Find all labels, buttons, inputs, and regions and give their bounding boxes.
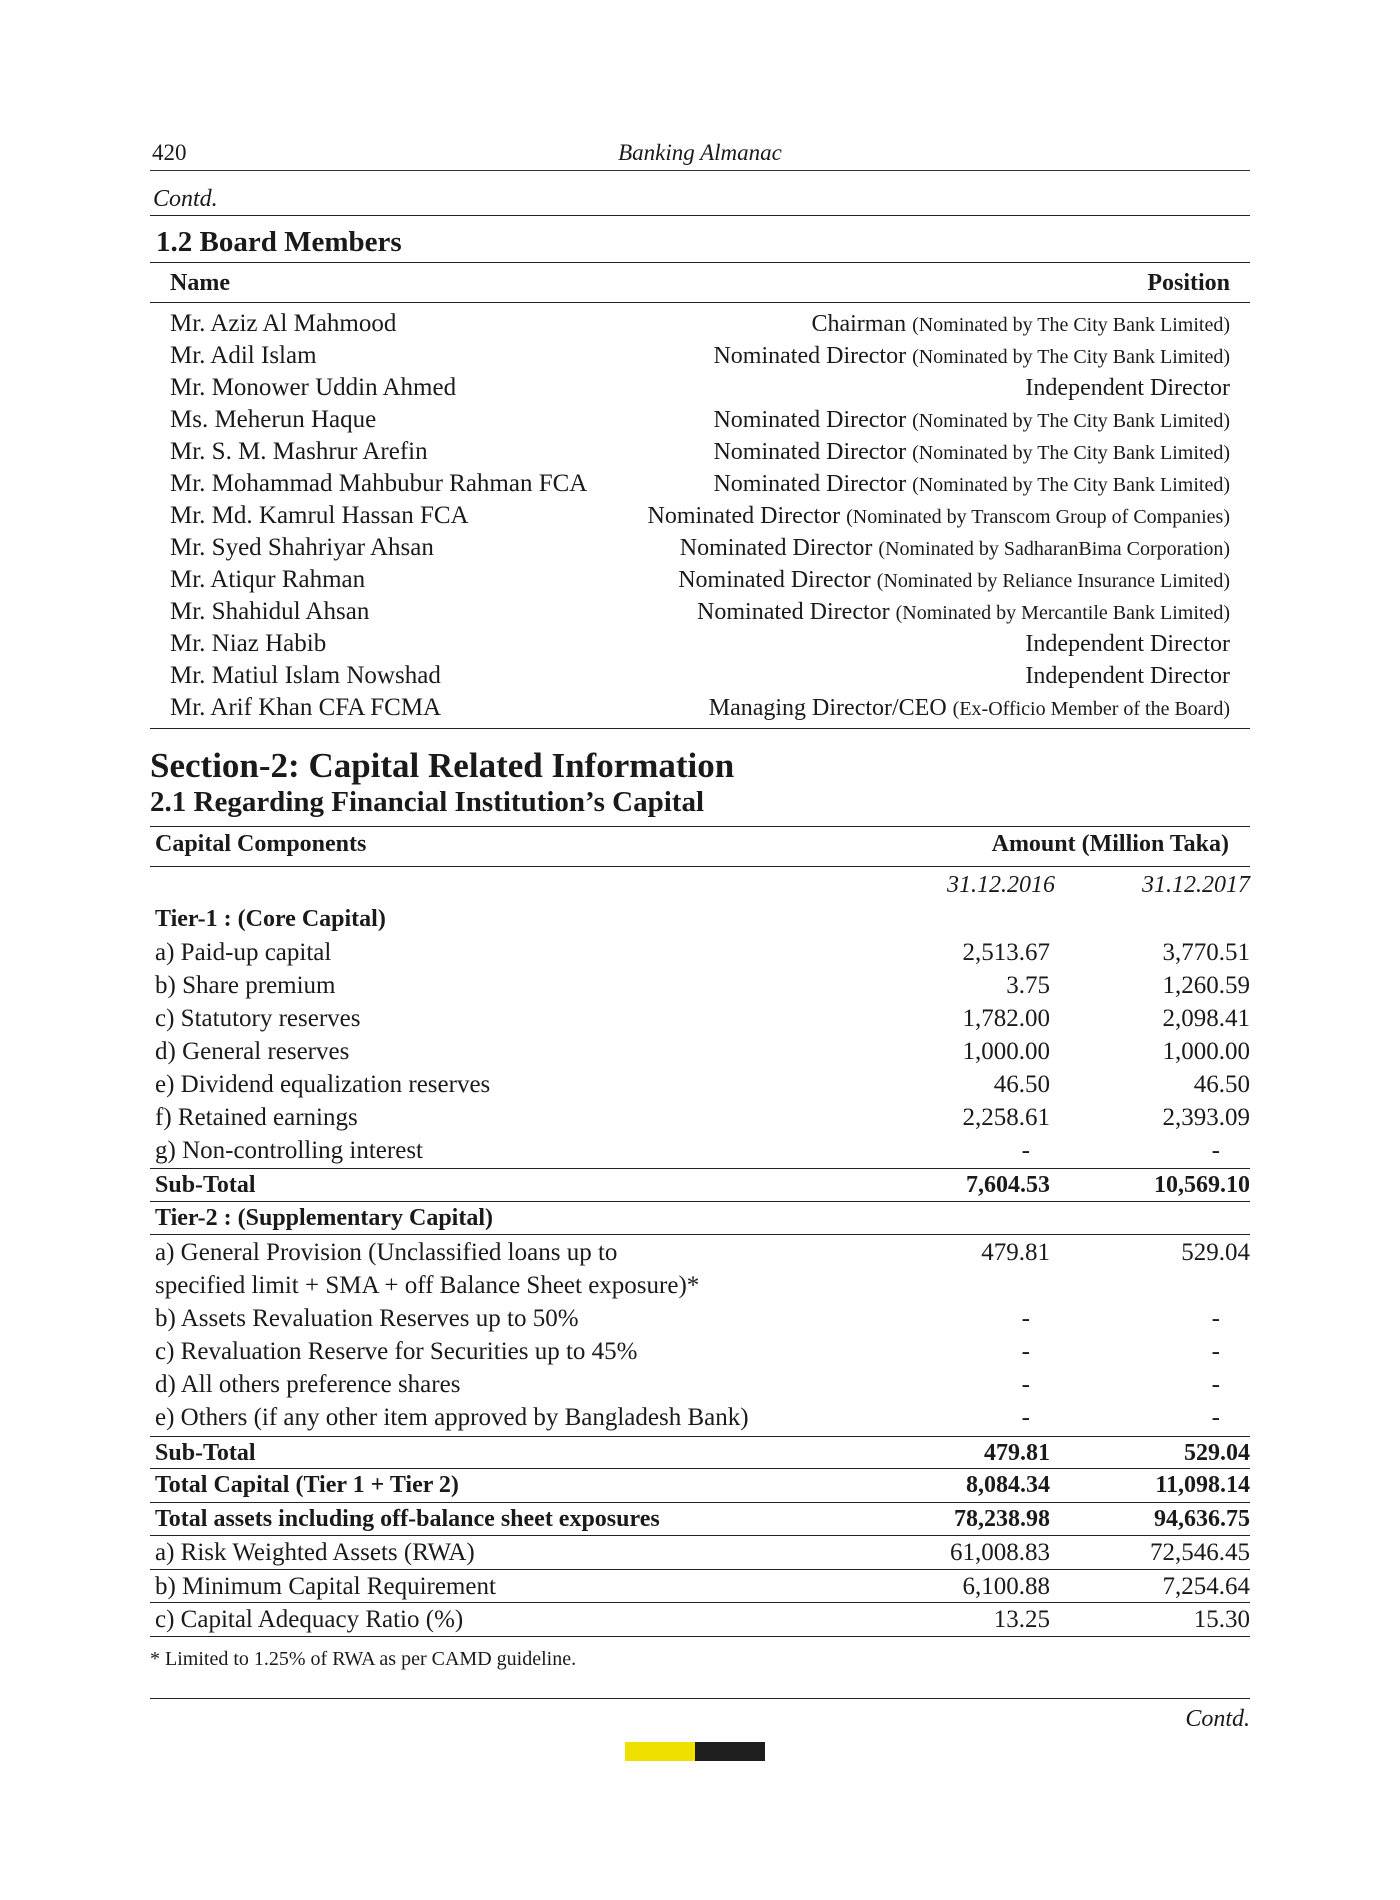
divider: [150, 1234, 1250, 1235]
section-subheading: 2.1 Regarding Financial Institution’s Capital: [150, 786, 705, 818]
tier2-heading: Tier-2 : (Supplementary Capital): [155, 1205, 493, 1231]
member-position: Nominated Director (Nominated by The City Bank Limited): [713, 343, 1230, 369]
table-row: f) Retained earnings 2,258.61 2,393.09: [155, 1104, 1250, 1131]
member-note: (Nominated by The City Bank Limited): [912, 346, 1230, 368]
board-member-row: [170, 372, 1230, 404]
subtotal-row: Sub-Total 7,604.53 10,569.10: [155, 1172, 1250, 1198]
subtotal-row: Sub-Total 479.81 529.04: [155, 1440, 1250, 1466]
divider: [150, 262, 1250, 263]
member-name: Mr. Mohammad Mahbubur Rahman FCA: [170, 470, 588, 497]
col-amount-header: Amount (Million Taka): [991, 831, 1229, 857]
contd-label-top: Contd.: [153, 186, 218, 212]
divider: [150, 1636, 1250, 1637]
table-row: b) Assets Revaluation Reserves up to 50% - -: [155, 1305, 1220, 1332]
divider: [150, 215, 1250, 216]
member-name: Mr. Atiqur Rahman: [170, 566, 366, 593]
member-name: Mr. Md. Kamrul Hassan FCA: [170, 502, 469, 529]
table-row: c) Capital Adequacy Ratio (%) 13.25 15.30: [155, 1606, 1250, 1633]
member-note: (Nominated by Transcom Group of Companies): [846, 506, 1230, 528]
divider: [150, 1698, 1250, 1699]
board-member-row: [170, 596, 1230, 628]
table-row: d) General reserves 1,000.00 1,000.00: [155, 1038, 1250, 1065]
contd-label-bottom: Contd.: [1185, 1706, 1250, 1732]
board-member-row: [170, 660, 1230, 692]
footnote: * Limited to 1.25% of RWA as per CAMD guideline.: [150, 1648, 577, 1670]
member-name: Mr. Aziz Al Mahmood: [170, 310, 397, 337]
table-row: e) Others (if any other item approved by Bangladesh Bank) - -: [155, 1404, 1220, 1431]
table-row: g) Non-controlling interest - -: [155, 1137, 1220, 1164]
table-row: b) Minimum Capital Requirement 6,100.88 7,254.64: [155, 1573, 1250, 1600]
color-bar: [625, 1742, 765, 1761]
date-columns: [150, 872, 1250, 906]
divider: [150, 728, 1250, 729]
board-members-list: [170, 308, 1230, 724]
table-row: a) General Provision (Unclassified loans up to 479.81 529.04: [155, 1239, 1250, 1266]
divider: [150, 302, 1250, 303]
section-heading: Section-2: Capital Related Information: [150, 746, 735, 785]
table-row: b) Share premium 3.75 1,260.59: [155, 972, 1250, 999]
member-position: Nominated Director (Nominated by The City Bank Limited): [713, 439, 1230, 465]
member-name: Mr. Monower Uddin Ahmed: [170, 374, 457, 401]
member-name: Mr. Shahidul Ahsan: [170, 598, 370, 625]
member-note: (Nominated by Mercantile Bank Limited): [895, 602, 1230, 624]
table-row: e) Dividend equalization reserves 46.50 46.50: [155, 1071, 1250, 1098]
divider: [150, 866, 1250, 867]
member-note: (Nominated by The City Bank Limited): [912, 474, 1230, 496]
member-name: Mr. S. M. Mashrur Arefin: [170, 438, 428, 465]
board-member-row: [170, 532, 1230, 564]
divider: [150, 826, 1250, 827]
member-note: (Nominated by SadharanBima Corporation): [878, 538, 1230, 560]
col-components-header: Capital Components: [155, 831, 367, 857]
member-position: Chairman (Nominated by The City Bank Limited): [811, 311, 1230, 337]
board-member-row: [170, 436, 1230, 468]
total-capital-row: Total Capital (Tier 1 + Tier 2) 8,084.34 11,098.14: [155, 1472, 1250, 1498]
member-position: Independent Director: [1025, 631, 1230, 657]
board-member-row: [170, 500, 1230, 532]
board-member-row: [170, 340, 1230, 372]
board-member-row: [170, 692, 1230, 724]
member-note: (Nominated by Reliance Insurance Limited): [876, 570, 1230, 592]
member-position: Managing Director/CEO (Ex-Officio Member of the Board): [708, 695, 1230, 721]
member-position: Nominated Director (Nominated by The City Bank Limited): [713, 471, 1230, 497]
board-member-row: [170, 468, 1230, 500]
member-position: Nominated Director (Nominated by Transcom Group of Companies): [647, 503, 1230, 529]
member-position: Nominated Director (Nominated by SadharanBima Corporation): [679, 535, 1230, 561]
publication-title: Banking Almanac: [618, 140, 782, 165]
col-position-header: Position: [1147, 270, 1230, 296]
table-row: c) Statutory reserves 1,782.00 2,098.41: [155, 1005, 1250, 1032]
col-name-header: Name: [170, 270, 230, 296]
date-2017: 31.12.2017: [1142, 872, 1250, 898]
board-table-header: [170, 270, 1230, 297]
page-number: 420: [152, 140, 187, 165]
member-position: Independent Director: [1025, 375, 1230, 401]
member-name: Mr. Syed Shahriyar Ahsan: [170, 534, 434, 561]
member-note: (Ex-Officio Member of the Board): [952, 698, 1230, 720]
table-row: a) Risk Weighted Assets (RWA) 61,008.83 72,546.45: [155, 1539, 1250, 1566]
member-note: (Nominated by The City Bank Limited): [912, 442, 1230, 464]
board-member-row: [170, 564, 1230, 596]
member-name: Mr. Adil Islam: [170, 342, 317, 369]
member-position: Nominated Director (Nominated by Reliance Insurance Limited): [678, 567, 1230, 593]
table-row: a) Paid-up capital 2,513.67 3,770.51: [155, 939, 1250, 966]
member-name: Mr. Matiul Islam Nowshad: [170, 662, 441, 689]
tier1-heading: Tier-1 : (Core Capital): [155, 906, 386, 932]
date-2016: 31.12.2016: [947, 872, 1055, 898]
board-heading: 1.2 Board Members: [156, 226, 402, 258]
member-position: Nominated Director (Nominated by Mercantile Bank Limited): [697, 599, 1230, 625]
member-name: Ms. Meherun Haque: [170, 406, 377, 433]
member-name: Mr. Arif Khan CFA FCMA: [170, 694, 442, 721]
capital-table-header: [155, 831, 1245, 858]
total-assets-row: Total assets including off-balance sheet exposures 78,238.98 94,636.75: [155, 1506, 1250, 1532]
board-member-row: [170, 308, 1230, 340]
member-position: Nominated Director (Nominated by The City Bank Limited): [713, 407, 1230, 433]
member-position: Independent Director: [1025, 663, 1230, 689]
black-bar-segment: [695, 1742, 765, 1761]
board-member-row: [170, 628, 1230, 660]
table-row: c) Revaluation Reserve for Securities up to 45% - -: [155, 1338, 1220, 1365]
running-header: [150, 140, 1250, 171]
yellow-bar-segment: [625, 1742, 695, 1761]
table-row-continuation: specified limit + SMA + off Balance Sheet exposure)*: [155, 1272, 700, 1299]
member-name: Mr. Niaz Habib: [170, 630, 327, 657]
board-member-row: [170, 404, 1230, 436]
table-row: d) All others preference shares - -: [155, 1371, 1220, 1398]
member-note: (Nominated by The City Bank Limited): [912, 410, 1230, 432]
member-note: (Nominated by The City Bank Limited): [912, 314, 1230, 336]
